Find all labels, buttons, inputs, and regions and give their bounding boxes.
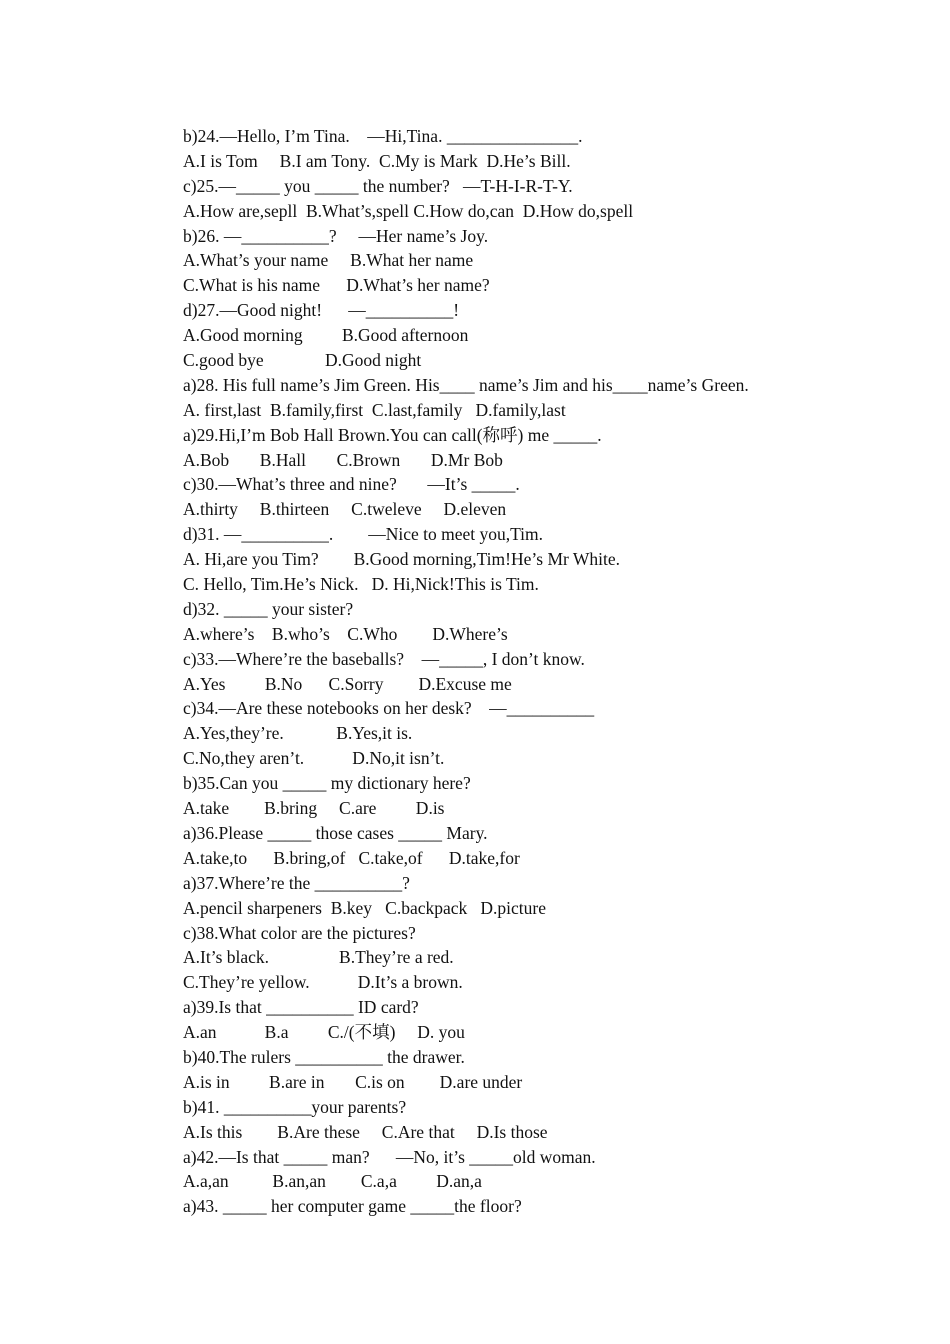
answer-options: A.Yes B.No C.Sorry D.Excuse me [183,673,512,694]
answer-options: A.Yes,they’re. B.Yes,it is. [183,723,413,744]
answer-options: A.Good morning B.Good afternoon [183,325,469,346]
answer-options: A.an B.a C./(不填) D. you [183,1022,465,1043]
answer-options: A.Bob B.Hall C.Brown D.Mr Bob [183,449,503,470]
question-stem: c)25.—_____ you _____ the number? —T-H-I-R-T-Y. [183,175,573,196]
answer-options: A. Hi,are you Tim? B.Good morning,Tim!He’s Mr White. [183,549,621,570]
question-stem: c)33.—Where’re the baseballs? —_____, I don’t know. [183,648,585,669]
question-stem: a)37.Where’re the __________? [183,872,410,893]
answer-options: A.pencil sharpeners B.key C.backpack D.picture [183,897,547,918]
answer-options: A.where’s B.who’s C.Who D.Where’s [183,623,508,644]
question-stem: b)41. __________your parents? [183,1096,407,1117]
question-stem: c)38.What color are the pictures? [183,922,416,943]
question-stem: b)26. —__________? —Her name’s Joy. [183,225,489,246]
question-stem: a)39.Is that __________ ID card? [183,997,419,1018]
answer-options: A.What’s your name B.What her name [183,250,474,271]
question-stem: a)29.Hi,I’m Bob Hall Brown.You can call(称呼) me _____. [183,424,602,445]
answer-options: C.They’re yellow. D.It’s a brown. [183,972,463,993]
answer-options: A.Is this B.Are these C.Are that D.Is those [183,1121,548,1142]
answer-options: A. first,last B.family,first C.last,family D.family,last [183,399,566,420]
answer-options: A.is in B.are in C.is on D.are under [183,1071,523,1092]
answer-options: A.take,to B.bring,of C.take,of D.take,for [183,847,520,868]
question-stem: a)42.—Is that _____ man? —No, it’s _____old woman. [183,1146,596,1167]
question-stem: d)27.—Good night! —__________! [183,300,460,321]
answer-options: A.a,an B.an,an C.a,a D.an,a [183,1171,482,1192]
answer-options: C.No,they aren’t. D.No,it isn’t. [183,748,445,769]
question-stem: a)28. His full name’s Jim Green. His____ name’s Jim and his____name’s Green. [183,374,749,395]
answer-options: A.How are,sepll B.What’s,spell C.How do,can D.How do,spell [183,200,634,221]
question-stem: b)35.Can you _____ my dictionary here? [183,773,471,794]
answer-options: C.good bye D.Good night [183,350,422,371]
question-stem: c)34.—Are these notebooks on her desk? —__________ [183,698,595,719]
answer-options: A.take B.bring C.are D.is [183,798,445,819]
exercise-page [183,124,883,1219]
question-stem: b)24.—Hello, I’m Tina. —Hi,Tina. _______________. [183,126,583,146]
answer-options: C.What is his name D.What’s her name? [183,275,490,296]
answer-options: A.thirty B.thirteen C.tweleve D.eleven [183,499,507,520]
answer-options: A.I is Tom B.I am Tony. C.My is Mark D.He’s Bill. [183,150,571,171]
question-stem: d)32. _____ your sister? [183,598,354,619]
answer-options: C. Hello, Tim.He’s Nick. D. Hi,Nick!This is Tim. [183,574,539,595]
question-stem: d)31. —__________. —Nice to meet you,Tim. [183,524,544,545]
question-stem: c)30.—What’s three and nine? —It’s _____. [183,474,520,495]
question-stem: b)40.The rulers __________ the drawer. [183,1046,465,1067]
question-stem: a)43. _____ her computer game _____the floor? [183,1196,522,1217]
question-stem: a)36.Please _____ those cases _____ Mary. [183,822,488,843]
answer-options: A.It’s black. B.They’re a red. [183,947,454,968]
